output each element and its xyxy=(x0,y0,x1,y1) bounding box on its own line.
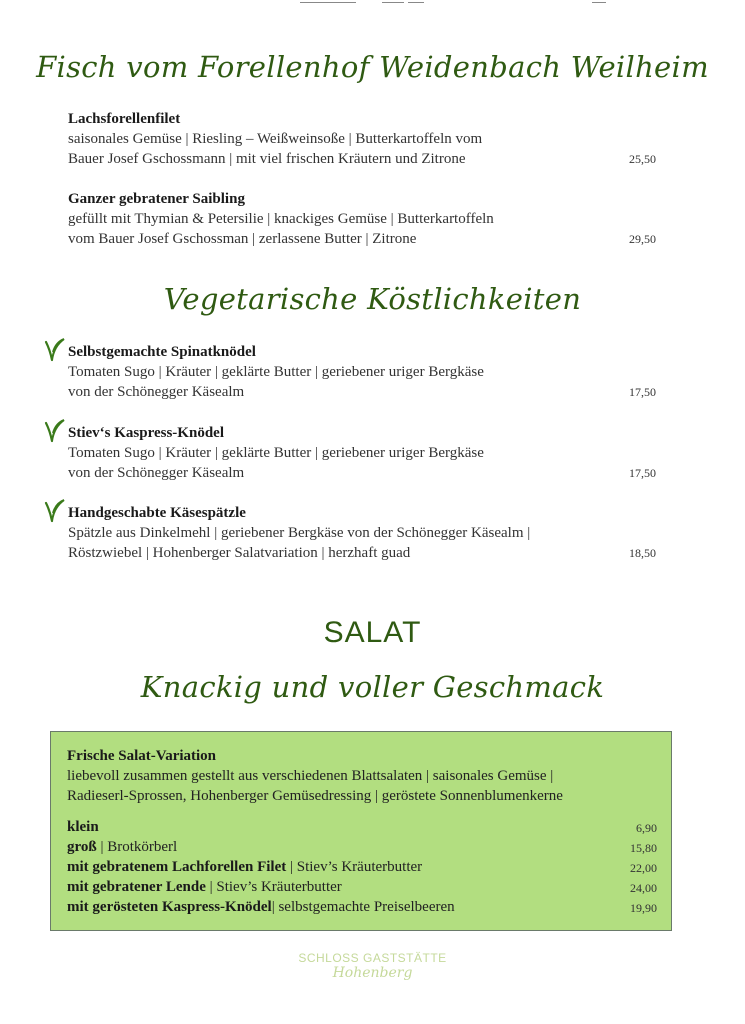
fisch-section-title: Fisch vom Forellenhof Weidenbach Weilheim xyxy=(36,50,709,84)
scan-marks xyxy=(300,0,620,6)
vegetarian-leaf-icon xyxy=(44,497,66,523)
item-desc-line: Tomaten Sugo | Kräuter | geklärte Butter | geriebener uriger Bergkäse xyxy=(68,364,484,380)
option-label: groß xyxy=(67,839,97,855)
option-price: 19,90 xyxy=(630,901,657,915)
salad-option-lachsforelle xyxy=(67,857,657,877)
item-desc-line: von der Schönegger Käsealm xyxy=(68,384,245,400)
salad-desc-line: Radieserl-Sprossen, Hohenberger Gemüsedressing | geröstete Sonnenblumenkerne xyxy=(67,788,563,804)
option-extra: | Stiev’s Kräuterbutter xyxy=(286,859,423,875)
item-price: 29,50 xyxy=(629,232,656,246)
salad-name: Frische Salat-Variation xyxy=(67,748,217,764)
item-desc-line: vom Bauer Josef Gschossman | zerlassene Butter | Zitrone xyxy=(68,231,417,247)
option-extra: | selbstgemachte Preiselbeeren xyxy=(271,899,455,915)
item-price: 17,50 xyxy=(629,466,656,480)
option-extra: | Brotkörberl xyxy=(96,839,178,855)
salad-option-kaspress xyxy=(67,897,657,917)
menu-item-kaspress-knoedel xyxy=(68,423,658,483)
vegetarian-leaf-icon xyxy=(44,417,66,443)
option-label: mit gebratenem Lachforellen Filet xyxy=(67,859,287,875)
item-price: 17,50 xyxy=(629,385,656,399)
option-price: 22,00 xyxy=(630,861,657,875)
salat-subtitle: Knackig und voller Geschmack xyxy=(140,670,605,704)
salad-option-gross xyxy=(67,837,657,857)
footer-logo xyxy=(0,951,745,981)
item-desc-line: Bauer Josef Gschossmann | mit viel frischen Kräutern und Zitrone xyxy=(68,151,466,167)
item-price: 18,50 xyxy=(629,546,656,560)
item-desc-line: saisonales Gemüse | Riesling – Weißweinsoße | Butterkartoffeln vom xyxy=(68,131,483,147)
option-label: klein xyxy=(67,819,99,835)
menu-item-lachsforellenfilet xyxy=(68,109,658,169)
item-name: Handgeschabte Käsespätzle xyxy=(68,505,246,521)
salad-desc-line: liebevoll zusammen gestellt aus verschiedenen Blattsalaten | saisonales Gemüse | xyxy=(67,768,554,784)
salad-option-lende xyxy=(67,877,657,897)
item-desc-line: Spätzle aus Dinkelmehl | geriebener Bergkäse von der Schönegger Käsealm | xyxy=(68,525,531,541)
footer-logo-line1: SCHLOSS GASTSTÄTTE xyxy=(298,951,447,965)
footer-logo-line2: Hohenberg xyxy=(332,965,413,981)
salat-heading: SALAT xyxy=(323,616,422,649)
option-price: 15,80 xyxy=(630,841,657,855)
option-price: 6,90 xyxy=(636,821,657,835)
item-name: Ganzer gebratener Saibling xyxy=(68,191,245,207)
salad-option-klein xyxy=(67,817,657,837)
option-price: 24,00 xyxy=(630,881,657,895)
menu-item-spinatknoedel xyxy=(68,342,658,402)
vegetarisch-section-title: Vegetarische Köstlichkeiten xyxy=(163,282,582,316)
vegetarian-leaf-icon xyxy=(44,336,66,362)
item-desc-line: von der Schönegger Käsealm xyxy=(68,465,245,481)
option-extra: | Stiev’s Kräuterbutter xyxy=(205,879,342,895)
salad-header xyxy=(67,746,657,806)
item-desc-line: Röstzwiebel | Hohenberger Salatvariation | herzhaft guad xyxy=(68,545,411,561)
item-name: Lachsforellenfilet xyxy=(68,111,181,127)
menu-item-saibling xyxy=(68,189,658,249)
item-price: 25,50 xyxy=(629,152,656,166)
salad-box xyxy=(50,731,672,931)
item-desc-line: Tomaten Sugo | Kräuter | geklärte Butter | geriebener uriger Bergkäse xyxy=(68,445,484,461)
option-label: mit gerösteten Kaspress-Knödel xyxy=(67,899,272,915)
item-name: Stiev‘s Kaspress-Knödel xyxy=(68,425,224,441)
menu-item-kaesespaetzle xyxy=(68,503,658,563)
item-name: Selbstgemachte Spinatknödel xyxy=(68,344,256,360)
option-label: mit gebratener Lende xyxy=(67,879,206,895)
item-desc-line: gefüllt mit Thymian & Petersilie | knackiges Gemüse | Butterkartoffeln xyxy=(68,211,494,227)
